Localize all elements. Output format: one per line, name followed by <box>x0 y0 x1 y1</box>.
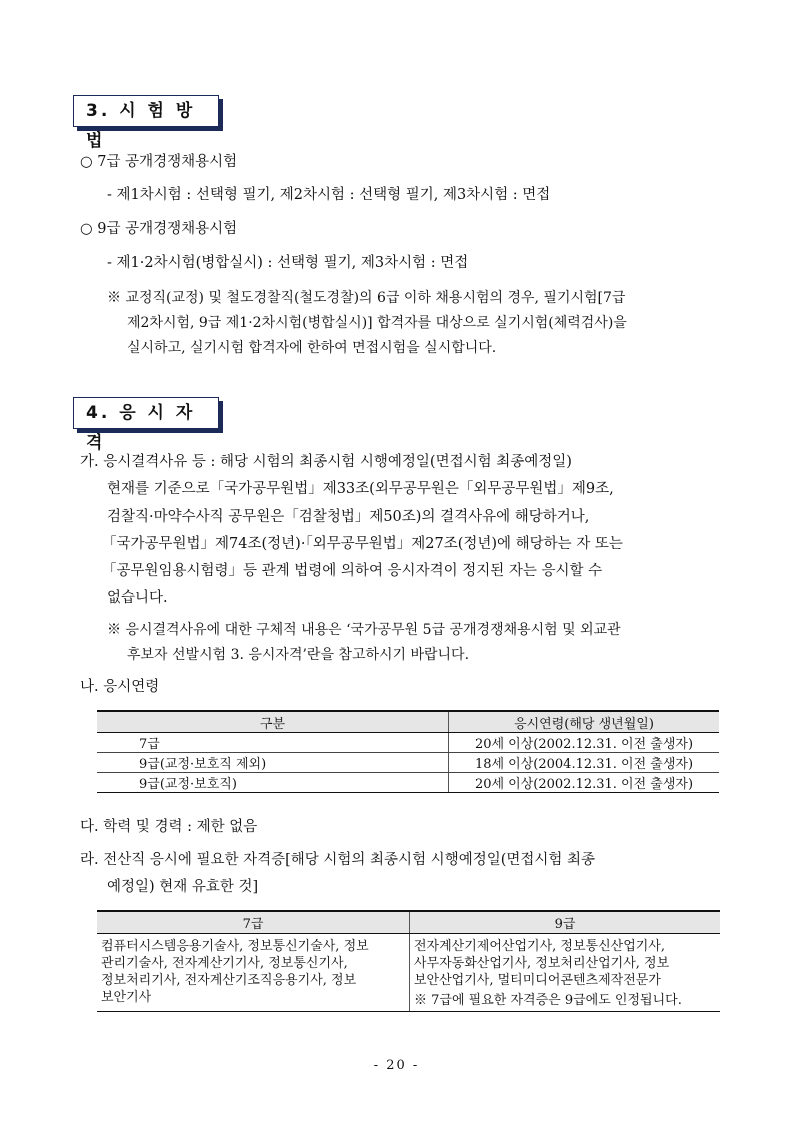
cert-line: 전자계산기제어산업기사, 정보통신산업기사, <box>414 939 665 954</box>
page-number: - 20 - <box>373 1058 420 1073</box>
table-cell: 20세 이상(2002.12.31. 이전 출생자) <box>449 733 720 753</box>
table-row <box>97 753 719 773</box>
table-cell: 7급 <box>97 733 449 753</box>
ga-note-line-1: ※ 응시결격사유에 대한 구체적 내용은 ‘국가공무원 5급 공개경쟁채용시험 및 외교관 <box>107 622 621 638</box>
table-cell: 9급(교정·보호직 제외) <box>97 753 449 773</box>
detail-9급: - 제1·2차시험(병합실시) : 선택형 필기, 제3차시험 : 면접 <box>107 255 469 271</box>
cert-line: 정보처리기사, 전자계산기조직응용기사, 정보 <box>101 973 357 988</box>
table-cell: 20세 이상(2002.12.31. 이전 출생자) <box>449 773 720 793</box>
table-cell: 9급(교정·보호직) <box>97 773 449 793</box>
detail-7급: - 제1차시험 : 선택형 필기, 제2차시험 : 선택형 필기, 제3차시험 : 면접 <box>107 187 551 203</box>
table-row <box>97 733 719 753</box>
table-header-cell: 구분 <box>97 711 449 733</box>
ga-line-5: 「공무원임용시험령」등 관계 법령에 의하여 응시자격이 정지된 자는 응시할 수 <box>102 563 603 579</box>
table-header-row <box>97 911 720 934</box>
certificate-table <box>97 910 720 1012</box>
bullet-7급: ○ 7급 공개경쟁채용시험 <box>80 154 238 170</box>
table-header-cell: 9급 <box>410 911 721 934</box>
cert-line: 관리기술사, 전자계산기기사, 정보통신기사, <box>101 956 348 971</box>
table-header-cell: 응시연령(해당 생년월일) <box>449 711 720 733</box>
ga-line-6: 없습니다. <box>107 590 168 606</box>
na-title: 나. 응시연령 <box>80 679 160 695</box>
table-header-cell: 7급 <box>97 911 410 934</box>
ra-line-2: 예정일) 현재 유효한 것] <box>107 879 259 895</box>
cert-line: 컴퓨터시스템응용기술사, 정보통신기술사, 정보 <box>101 939 369 954</box>
method-note-line-1: ※ 교정직(교정) 및 철도경찰직(철도경찰)의 6급 이하 채용시험의 경우, 필기시험[7급 <box>107 290 626 306</box>
ga-line-4: 「국가공무원법」제74조(정년)·「외무공무원법」제27조(정년)에 해당하는 자 또는 <box>102 536 623 552</box>
bullet-9급: ○ 9급 공개경쟁채용시험 <box>80 221 238 237</box>
cert-7급-cell <box>97 934 410 1012</box>
cert-line: 보안산업기사, 멀티미디어콘텐츠제작전문가 <box>414 973 661 988</box>
cert-line: 사무자동화산업기사, 정보처리산업기사, 정보 <box>414 956 670 971</box>
ga-line-2: 현재를 기준으로「국가공무원법」제33조(외무공무원은「외무공무원법」제9조, <box>107 481 614 497</box>
ga-line-3: 검찰직·마약수사직 공무원은「검찰청법」제50조)의 결격사유에 해당하거나, <box>107 509 590 525</box>
ga-note-line-2: 후보자 선발시험 3. 응시자격’란을 참고하시기 바랍니다. <box>127 647 470 663</box>
da-line: 다. 학력 및 경력 : 제한 없음 <box>80 819 258 835</box>
method-note-line-2: 제2차시험, 9급 제1·2차시험(병합실시)] 합격자를 대상으로 실기시험(체력검사)을 <box>127 315 627 331</box>
cert-line: 보안기사 <box>101 990 152 1005</box>
age-table <box>97 710 719 793</box>
table-row <box>97 934 720 1012</box>
section-title-box: 3. 시 험 방 법 <box>73 95 219 127</box>
ga-line-1: 가. 응시결격사유 등 : 해당 시험의 최종시험 시행예정일(면접시험 최종예정일) <box>80 454 572 470</box>
method-note-line-3: 실시하고, 실기시험 합격자에 한하여 면접시험을 실시합니다. <box>127 340 497 356</box>
table-header-row <box>97 711 719 733</box>
section-title-box: 4. 응 시 자 격 <box>73 397 219 429</box>
table-row <box>97 773 719 793</box>
table-cell: 18세 이상(2004.12.31. 이전 출생자) <box>449 753 720 773</box>
ra-line-1: 라. 전산직 응시에 필요한 자격증[해당 시험의 최종시험 시행예정일(면접시험 최종 <box>80 852 596 868</box>
cert-9급-cell <box>410 934 721 1012</box>
cert-note: ※ 7급에 필요한 자격증은 9급에도 인정됩니다. <box>414 993 682 1008</box>
